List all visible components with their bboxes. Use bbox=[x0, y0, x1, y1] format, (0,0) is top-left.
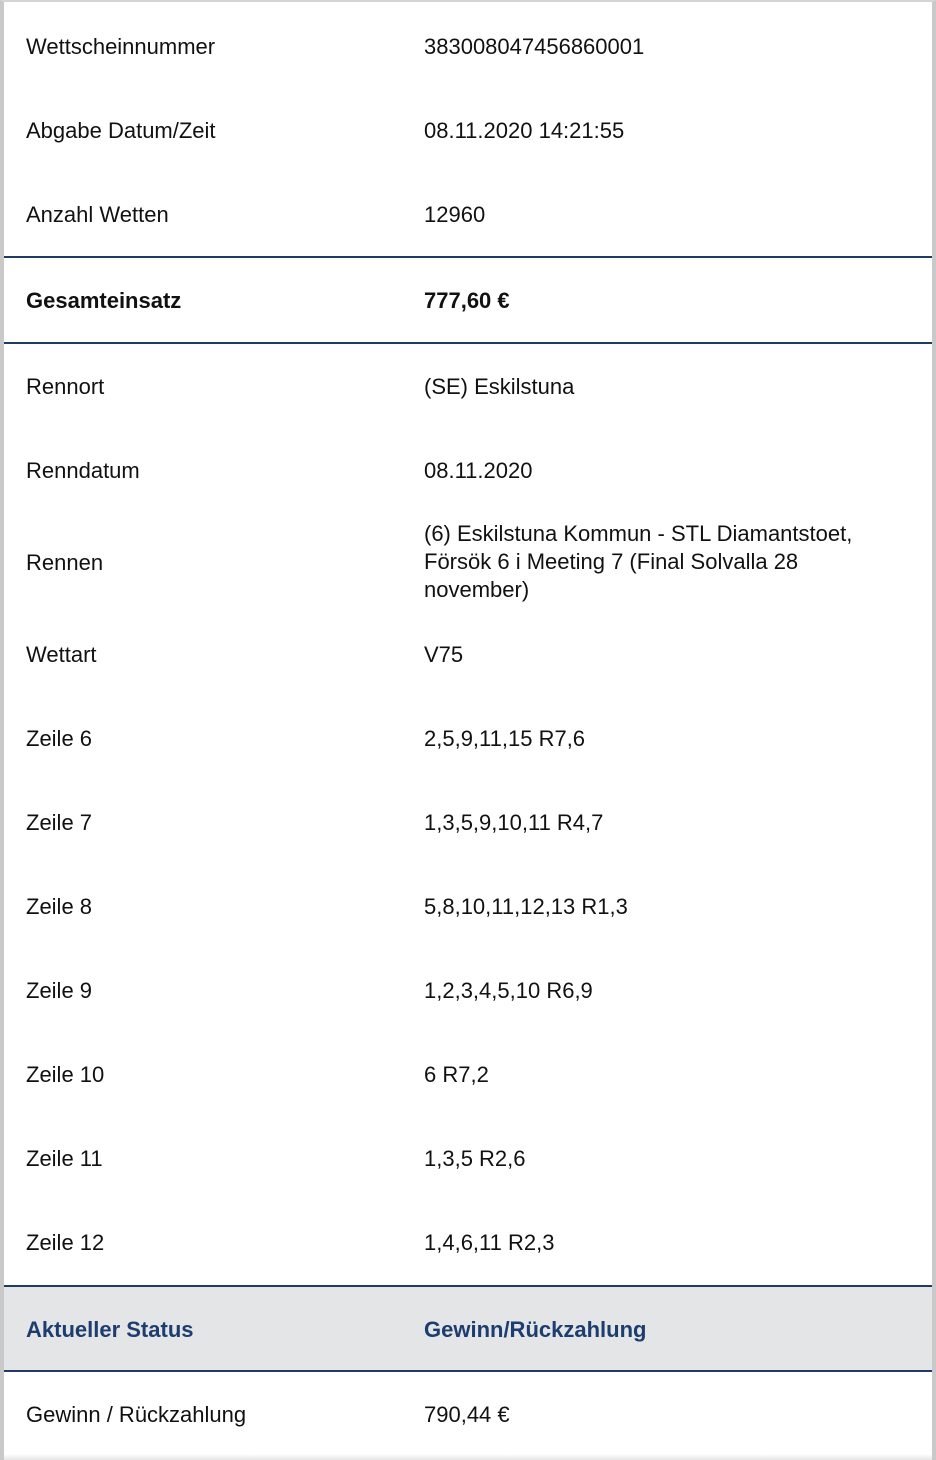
line-6-label: Zeile 6 bbox=[26, 726, 93, 751]
row-race-date bbox=[4, 456, 932, 486]
payout-label: Gewinn / Rückzahlung bbox=[26, 1402, 247, 1427]
row-race-venue bbox=[4, 372, 932, 402]
line-12-value: 1,4,6,11 R2,3 bbox=[424, 1230, 555, 1255]
row-bet-type bbox=[4, 640, 932, 670]
bet-type-label: Wettart bbox=[26, 642, 97, 667]
row-line-6 bbox=[4, 724, 932, 754]
row-submission-datetime bbox=[4, 116, 932, 146]
bet-count-label: Anzahl Wetten bbox=[26, 202, 169, 227]
race-venue-value: (SE) Eskilstuna bbox=[424, 374, 575, 399]
total-stake-label: Gesamteinsatz bbox=[26, 288, 182, 313]
bet-slip-number-label: Wettscheinnummer bbox=[26, 34, 216, 59]
row-line-8 bbox=[4, 892, 932, 922]
line-11-value: 1,3,5 R2,6 bbox=[424, 1146, 526, 1171]
row-line-10 bbox=[4, 1060, 932, 1090]
row-line-9 bbox=[4, 976, 932, 1006]
payout-value: 790,44 € bbox=[424, 1402, 510, 1427]
line-9-value: 1,2,3,4,5,10 R6,9 bbox=[424, 978, 593, 1003]
row-race-name bbox=[4, 520, 932, 606]
bet-type-value: V75 bbox=[424, 642, 464, 667]
divider bbox=[4, 342, 932, 344]
row-payout bbox=[4, 1400, 932, 1430]
line-6-value: 2,5,9,11,15 R7,6 bbox=[424, 726, 586, 751]
line-7-label: Zeile 7 bbox=[26, 810, 93, 835]
race-date-label: Renndatum bbox=[26, 458, 140, 483]
row-bet-count bbox=[4, 200, 932, 230]
race-venue-label: Rennort bbox=[26, 374, 105, 399]
row-bet-slip-number bbox=[4, 32, 932, 62]
row-line-12 bbox=[4, 1228, 932, 1258]
total-stake-value: 777,60 € bbox=[424, 288, 510, 313]
submission-datetime-label: Abgabe Datum/Zeit bbox=[26, 118, 216, 143]
line-11-label: Zeile 11 bbox=[26, 1146, 103, 1171]
line-12-label: Zeile 12 bbox=[26, 1230, 105, 1255]
bet-slip-number-value: 383008047456860001 bbox=[424, 34, 645, 59]
status-value: Gewinn/Rückzahlung bbox=[424, 1317, 647, 1342]
divider bbox=[4, 256, 932, 258]
row-line-7 bbox=[4, 808, 932, 838]
line-8-label: Zeile 8 bbox=[26, 894, 93, 919]
line-9-label: Zeile 9 bbox=[26, 978, 93, 1003]
race-date-value: 08.11.2020 bbox=[424, 458, 533, 483]
line-10-label: Zeile 10 bbox=[26, 1062, 105, 1087]
status-header bbox=[4, 1285, 932, 1372]
bet-count-value: 12960 bbox=[424, 202, 486, 227]
row-total-stake bbox=[4, 286, 932, 316]
line-10-value: 6 R7,2 bbox=[424, 1062, 489, 1087]
race-name-value: (6) Eskilstuna Kommun - STL Diamantstoet, Försök 6 i Meeting 7 (Final Solvalla 28 november) bbox=[424, 521, 853, 602]
race-name-label: Rennen bbox=[26, 550, 104, 575]
submission-datetime-value: 08.11.2020 14:21:55 bbox=[424, 118, 625, 143]
status-label: Aktueller Status bbox=[26, 1317, 194, 1342]
line-7-value: 1,3,5,9,10,11 R4,7 bbox=[424, 810, 604, 835]
row-line-11 bbox=[4, 1144, 932, 1174]
line-8-value: 5,8,10,11,12,13 R1,3 bbox=[424, 894, 628, 919]
bottom-edge bbox=[4, 1454, 932, 1460]
